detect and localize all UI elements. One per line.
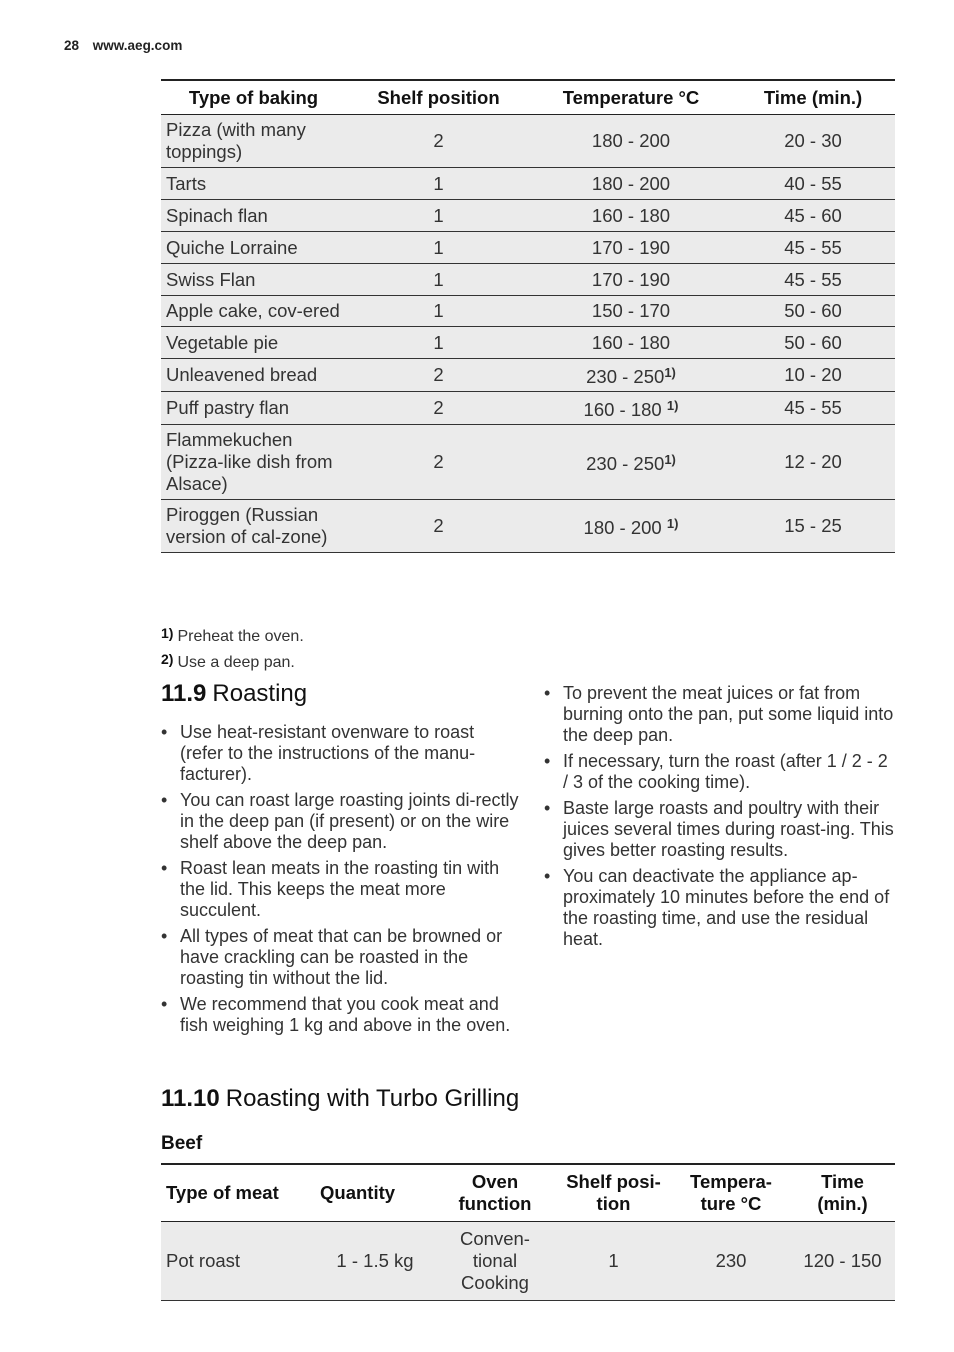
roasting-tips-left xyxy=(161,722,521,1041)
table-row xyxy=(161,392,895,425)
cell-shelf: 1 xyxy=(346,200,531,232)
temperature-value: 170 - 190 xyxy=(591,268,671,290)
cell-temperature xyxy=(531,327,731,359)
temperature-value: 180 - 200 xyxy=(591,172,671,194)
cell-time: 15 - 25 xyxy=(731,500,895,553)
roasting-tips-right xyxy=(544,683,896,955)
cell-temperature xyxy=(531,200,731,232)
cell-shelf: 2 xyxy=(346,359,531,392)
cell-temperature xyxy=(531,232,731,264)
temperature-value: 230 - 250 xyxy=(586,366,665,387)
footnote-ref: 1) xyxy=(666,516,679,531)
cell-time: 45 - 55 xyxy=(731,232,895,264)
col-temperature: Tempera-ture °C xyxy=(672,1164,790,1222)
temperature-value: 230 - 250 xyxy=(586,453,665,474)
table-row xyxy=(161,500,895,553)
cell-type: Pot roast xyxy=(161,1222,315,1301)
cell-quantity: 1 - 1.5 kg xyxy=(315,1222,435,1301)
footnote-ref: 1) xyxy=(664,365,676,380)
table-row xyxy=(161,296,895,327)
baking-table-header xyxy=(161,80,895,115)
table-row xyxy=(161,168,895,200)
cell-time: 45 - 55 xyxy=(731,264,895,296)
cell-temperature xyxy=(531,425,731,500)
beef-table xyxy=(161,1163,895,1301)
cell-shelf: 1 xyxy=(346,232,531,264)
cell-shelf: 2 xyxy=(346,500,531,553)
website-url[interactable]: www.aeg.com xyxy=(92,38,183,53)
cell-type: Puff pastry flan xyxy=(161,392,346,425)
footnotes xyxy=(161,625,304,677)
temperature-value: 180 - 200 xyxy=(591,130,671,151)
cell-type: Spinach flan xyxy=(161,200,346,232)
section-number: 11.9 xyxy=(161,680,207,707)
list-item: • If necessary, turn the roast (after 1 / 2 - 2 / 3 of the cooking time). xyxy=(544,751,896,793)
table-row xyxy=(161,264,895,296)
table-row xyxy=(161,425,895,500)
footnote-ref: 1) xyxy=(664,452,676,467)
temperature-value: 160 - 180 xyxy=(583,399,667,420)
col-quantity: Quantity xyxy=(315,1164,435,1222)
cell-temperature xyxy=(531,500,731,553)
col-time: Time (min.) xyxy=(790,1164,895,1222)
cell-time: 10 - 20 xyxy=(731,359,895,392)
footnote xyxy=(161,651,304,677)
list-item: • Roast lean meats in the roasting tin with the lid. This keeps the meat more succulent. xyxy=(161,858,521,921)
cell-temperature xyxy=(531,264,731,296)
section-title: Roasting xyxy=(212,680,308,707)
footnote xyxy=(161,625,304,651)
table-row xyxy=(161,1222,895,1301)
cell-type: Pizza (with many toppings) xyxy=(161,115,346,168)
temperature-value: 180 - 200 xyxy=(583,517,667,538)
cell-shelf: 1 xyxy=(346,296,531,327)
list-item: • We recommend that you cook meat and fish weighing 1 kg and above in the oven. xyxy=(161,994,521,1036)
page-number: 28 xyxy=(64,38,80,53)
table-row xyxy=(161,200,895,232)
cell-temperature xyxy=(531,115,731,168)
section-title: Roasting with Turbo Grilling xyxy=(225,1085,520,1112)
cell-shelf: 2 xyxy=(346,115,531,168)
col-oven-function: Oven function xyxy=(435,1164,555,1222)
cell-time: 40 - 55 xyxy=(731,168,895,200)
cell-time: 45 - 60 xyxy=(731,200,895,232)
cell-shelf: 1 xyxy=(346,264,531,296)
cell-type: Flammekuchen (Pizza-like dish from Alsace) xyxy=(161,425,346,500)
table-row xyxy=(161,115,895,168)
temperature-value: 150 - 170 xyxy=(591,300,671,321)
cell-time: 20 - 30 xyxy=(731,115,895,168)
cell-type: Apple cake, cov-ered xyxy=(161,296,346,327)
section-heading-roasting xyxy=(161,680,307,708)
footnote-mark: 2) xyxy=(161,651,174,667)
list-item: • All types of meat that can be browned or have crackling can be roasted in the roasting tin without the lid. xyxy=(161,926,521,989)
cell-temperature xyxy=(531,168,731,200)
cell-shelf: 1 xyxy=(346,327,531,359)
table-row xyxy=(161,327,895,359)
baking-table xyxy=(161,79,895,553)
col-temperature: Temperature °C xyxy=(531,80,731,115)
cell-type: Piroggen (Russian version of cal-zone) xyxy=(161,500,346,553)
cell-shelf: 2 xyxy=(346,425,531,500)
cell-function: Conven-tional Cooking xyxy=(435,1222,555,1301)
cell-time: 50 - 60 xyxy=(731,296,895,327)
cell-temperature xyxy=(531,392,731,425)
col-type-of-baking: Type of baking xyxy=(161,80,346,115)
col-type-of-meat: Type of meat xyxy=(161,1164,315,1222)
col-shelf-position: Shelf posi-tion xyxy=(555,1164,672,1222)
cell-shelf: 1 xyxy=(346,168,531,200)
footnote-text: Use a deep pan. xyxy=(177,654,295,671)
col-time: Time (min.) xyxy=(731,80,895,115)
temperature-value: 170 - 190 xyxy=(591,236,671,258)
footnote-ref: 1) xyxy=(666,398,679,413)
col-shelf-position: Shelf position xyxy=(346,80,531,115)
cell-time: 120 - 150 xyxy=(790,1222,895,1301)
cell-type: Vegetable pie xyxy=(161,327,346,359)
cell-temperature: 230 xyxy=(672,1222,790,1301)
cell-type: Quiche Lorraine xyxy=(161,232,346,264)
page-header xyxy=(64,38,182,53)
footnote-text: Preheat the oven. xyxy=(177,628,304,645)
cell-type: Unleavened bread xyxy=(161,359,346,392)
list-item: • To prevent the meat juices or fat from burning onto the pan, put some liquid into the deep pan. xyxy=(544,683,896,746)
cell-shelf: 1 xyxy=(555,1222,672,1301)
cell-time: 45 - 55 xyxy=(731,392,895,425)
cell-type: Swiss Flan xyxy=(161,264,346,296)
list-item: • You can roast large roasting joints di-rectly in the deep pan (if present) or on the wire shelf above the deep pan. xyxy=(161,790,521,853)
section-heading-turbo-grilling xyxy=(161,1085,519,1113)
cell-temperature xyxy=(531,359,731,392)
temperature-value: 160 - 180 xyxy=(591,331,671,353)
cell-shelf: 2 xyxy=(346,392,531,425)
cell-temperature xyxy=(531,296,731,327)
list-item: • Use heat-resistant ovenware to roast (refer to the instructions of the manu-facturer). xyxy=(161,722,521,785)
temperature-value: 160 - 180 xyxy=(591,204,671,226)
cell-type: Tarts xyxy=(161,168,346,200)
list-item: • Baste large roasts and poultry with their juices several times during roast-ing. This gives better roasting results. xyxy=(544,798,896,861)
beef-table-header xyxy=(161,1164,895,1222)
table-row xyxy=(161,359,895,392)
cell-time: 12 - 20 xyxy=(731,425,895,500)
subheading-beef: Beef xyxy=(161,1133,203,1154)
list-item: • You can deactivate the appliance ap-proximately 10 minutes before the end of the roasting time, and use the residual heat. xyxy=(544,866,896,950)
section-number: 11.10 xyxy=(161,1085,220,1112)
cell-time: 50 - 60 xyxy=(731,327,895,359)
footnote-mark: 1) xyxy=(161,625,174,641)
table-row xyxy=(161,232,895,264)
